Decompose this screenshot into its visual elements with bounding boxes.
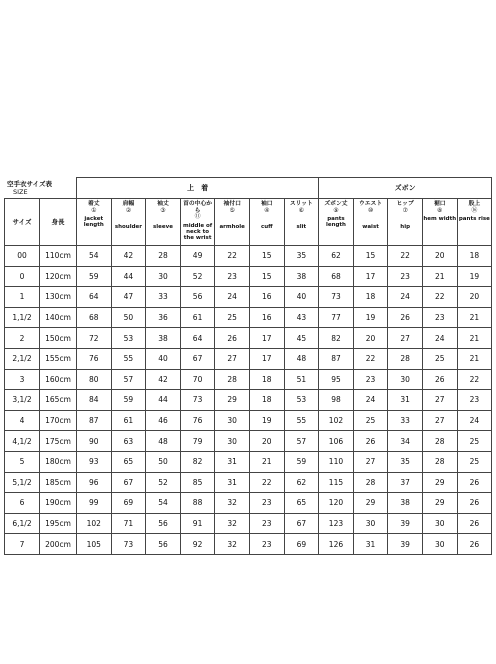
column-header-en: armhole — [219, 224, 245, 231]
table-row — [5, 493, 492, 514]
table-cell: 23 — [249, 513, 284, 534]
table-cell: 54 — [77, 246, 112, 267]
height-cell: 180cm — [40, 451, 77, 472]
column-header-jp: 袖丈 — [157, 201, 169, 207]
table-cell: 30 — [215, 410, 250, 431]
table-cell: 38 — [146, 328, 181, 349]
column-header — [215, 199, 250, 246]
table-cell: 56 — [146, 513, 181, 534]
column-header — [249, 199, 284, 246]
table-cell: 29 — [353, 493, 388, 514]
table-cell: 38 — [284, 266, 319, 287]
height-cell: 140cm — [40, 307, 77, 328]
table-row — [5, 534, 492, 555]
table-cell: 23 — [422, 307, 457, 328]
table-cell: 31 — [215, 472, 250, 493]
table-cell: 68 — [77, 307, 112, 328]
table-cell: 102 — [319, 410, 354, 431]
table-cell: 17 — [249, 328, 284, 349]
table-cell: 28 — [422, 451, 457, 472]
column-header-en: pants rise — [458, 216, 490, 223]
table-cell: 32 — [215, 493, 250, 514]
size-cell: 4,1/2 — [5, 431, 40, 452]
height-cell: 175cm — [40, 431, 77, 452]
column-header-number: ⑤ — [229, 206, 235, 214]
table-cell: 21 — [457, 307, 492, 328]
table-row — [5, 451, 492, 472]
table-cell: 72 — [77, 328, 112, 349]
table-cell: 22 — [215, 246, 250, 267]
table-cell: 24 — [422, 328, 457, 349]
table-cell: 30 — [388, 369, 423, 390]
table-cell: 28 — [388, 348, 423, 369]
table-cell: 71 — [111, 513, 146, 534]
table-cell: 23 — [457, 390, 492, 411]
size-cell: 1 — [5, 287, 40, 308]
height-cell: 110cm — [40, 246, 77, 267]
column-header-jp: 裾口 — [433, 201, 446, 207]
column-header-jp: 着丈 — [87, 201, 100, 207]
table-cell: 32 — [215, 534, 250, 555]
table-cell: 57 — [284, 431, 319, 452]
table-cell: 59 — [284, 451, 319, 472]
table-cell: 69 — [284, 534, 319, 555]
table-cell: 30 — [146, 266, 181, 287]
size-cell: 4 — [5, 410, 40, 431]
group-top: 上 着 — [77, 178, 319, 199]
column-header-number: ④ — [264, 206, 270, 214]
table-cell: 61 — [111, 410, 146, 431]
table-row — [5, 410, 492, 431]
column-header — [146, 199, 181, 246]
column-header-number: ⑦ — [402, 206, 408, 214]
table-cell: 32 — [215, 513, 250, 534]
table-cell: 30 — [422, 534, 457, 555]
table-cell: 56 — [180, 287, 215, 308]
table-cell: 24 — [388, 287, 423, 308]
table-row — [5, 390, 492, 411]
size-cell: 6,1/2 — [5, 513, 40, 534]
table-cell: 15 — [249, 266, 284, 287]
table-cell: 22 — [457, 369, 492, 390]
table-cell: 22 — [422, 287, 457, 308]
table-cell: 57 — [111, 369, 146, 390]
table-cell: 15 — [249, 246, 284, 267]
column-header-number: ⑯ — [471, 206, 478, 214]
table-cell: 22 — [249, 472, 284, 493]
table-row — [5, 348, 492, 369]
table-cell: 25 — [457, 451, 492, 472]
table-cell: 42 — [111, 246, 146, 267]
table-cell: 26 — [422, 369, 457, 390]
column-header-number: ⑩ — [367, 206, 374, 214]
table-cell: 23 — [388, 266, 423, 287]
table-cell: 23 — [353, 369, 388, 390]
table-cell: 15 — [353, 246, 388, 267]
table-cell: 70 — [180, 369, 215, 390]
table-cell: 126 — [319, 534, 354, 555]
table-cell: 67 — [180, 348, 215, 369]
table-cell: 27 — [215, 348, 250, 369]
group-pants: ズボン — [319, 178, 492, 199]
table-cell: 123 — [319, 513, 354, 534]
table-cell: 27 — [353, 451, 388, 472]
table-cell: 26 — [457, 534, 492, 555]
column-header-en: cuff — [260, 224, 273, 231]
table-row — [5, 266, 492, 287]
column-header-number: ⑨ — [333, 206, 339, 214]
table-cell: 102 — [77, 513, 112, 534]
column-header-en: jacket length — [83, 216, 104, 229]
table-cell: 56 — [146, 534, 181, 555]
column-header-jp: 袖付口 — [223, 201, 241, 207]
column-header — [319, 199, 354, 246]
table-cell: 37 — [388, 472, 423, 493]
table-row — [5, 307, 492, 328]
table-cell: 115 — [319, 472, 354, 493]
column-header-en: pants length — [325, 216, 346, 229]
table-cell: 20 — [353, 328, 388, 349]
table-cell: 26 — [388, 307, 423, 328]
table-cell: 26 — [457, 513, 492, 534]
table-cell: 55 — [111, 348, 146, 369]
table-cell: 59 — [111, 390, 146, 411]
table-row — [5, 287, 492, 308]
table-row — [5, 472, 492, 493]
table-row — [5, 328, 492, 349]
table-cell: 19 — [457, 266, 492, 287]
size-cell: 1,1/2 — [5, 307, 40, 328]
column-header — [111, 199, 146, 246]
table-cell: 21 — [457, 328, 492, 349]
table-cell: 38 — [388, 493, 423, 514]
table-cell: 26 — [215, 328, 250, 349]
column-header — [388, 199, 423, 246]
table-row — [5, 513, 492, 534]
table-cell: 17 — [249, 348, 284, 369]
table-cell: 18 — [353, 287, 388, 308]
table-cell: 53 — [111, 328, 146, 349]
table-cell: 82 — [180, 451, 215, 472]
table-cell: 98 — [319, 390, 354, 411]
table-cell: 25 — [457, 431, 492, 452]
table-cell: 44 — [111, 266, 146, 287]
table-cell: 93 — [77, 451, 112, 472]
table-cell: 26 — [457, 493, 492, 514]
table-cell: 85 — [180, 472, 215, 493]
table-cell: 30 — [353, 513, 388, 534]
table-cell: 16 — [249, 287, 284, 308]
column-header-en: sleeve — [153, 224, 173, 231]
table-cell: 17 — [353, 266, 388, 287]
table-cell: 53 — [284, 390, 319, 411]
size-table — [4, 177, 492, 555]
table-cell: 27 — [388, 328, 423, 349]
size-cell: 2 — [5, 328, 40, 349]
table-cell: 106 — [319, 431, 354, 452]
table-cell: 18 — [249, 369, 284, 390]
table-cell: 44 — [146, 390, 181, 411]
group-header-row — [5, 178, 492, 199]
column-header-en: waist — [362, 224, 379, 231]
table-cell: 87 — [319, 348, 354, 369]
table-cell: 21 — [249, 451, 284, 472]
column-header-number: ② — [125, 206, 132, 214]
table-cell: 61 — [180, 307, 215, 328]
header-height: 身長 — [40, 199, 77, 246]
table-cell: 28 — [146, 246, 181, 267]
table-cell: 96 — [77, 472, 112, 493]
table-cell: 40 — [284, 287, 319, 308]
table-cell: 69 — [111, 493, 146, 514]
column-header — [284, 199, 319, 246]
table-cell: 30 — [215, 431, 250, 452]
size-cell: 3 — [5, 369, 40, 390]
height-cell: 195cm — [40, 513, 77, 534]
table-cell: 25 — [215, 307, 250, 328]
table-cell: 18 — [249, 390, 284, 411]
table-cell: 47 — [111, 287, 146, 308]
table-cell: 84 — [77, 390, 112, 411]
table-cell: 23 — [249, 534, 284, 555]
table-cell: 20 — [457, 287, 492, 308]
column-header-jp: 股上 — [468, 201, 481, 207]
column-header-number: ⑧ — [437, 206, 443, 214]
table-body — [5, 246, 492, 555]
table-cell: 20 — [249, 431, 284, 452]
table-cell: 29 — [422, 493, 457, 514]
table-cell: 23 — [249, 493, 284, 514]
table-cell: 62 — [284, 472, 319, 493]
column-header — [353, 199, 388, 246]
table-cell: 82 — [319, 328, 354, 349]
column-header-number: ① — [91, 206, 97, 214]
table-cell: 30 — [422, 513, 457, 534]
table-cell: 68 — [319, 266, 354, 287]
table-cell: 59 — [77, 266, 112, 287]
table-row — [5, 431, 492, 452]
table-cell: 77 — [319, 307, 354, 328]
column-header-jp: 肩幅 — [122, 201, 135, 207]
table-cell: 28 — [215, 369, 250, 390]
size-cell: 00 — [5, 246, 40, 267]
column-header — [77, 199, 112, 246]
table-cell: 50 — [111, 307, 146, 328]
table-cell: 92 — [180, 534, 215, 555]
table-cell: 49 — [180, 246, 215, 267]
size-cell: 0 — [5, 266, 40, 287]
size-cell: 7 — [5, 534, 40, 555]
column-header-jp: ヒップ — [396, 201, 414, 207]
height-cell: 200cm — [40, 534, 77, 555]
column-header-jp: ウエスト — [358, 201, 383, 207]
table-row — [5, 246, 492, 267]
table-cell: 55 — [284, 410, 319, 431]
table-cell: 73 — [111, 534, 146, 555]
column-header-number: ⑪ — [194, 213, 201, 221]
column-header-en: hip — [400, 224, 411, 231]
table-cell: 19 — [249, 410, 284, 431]
table-cell: 31 — [353, 534, 388, 555]
table-cell: 24 — [215, 287, 250, 308]
table-cell: 65 — [284, 493, 319, 514]
table-cell: 25 — [353, 410, 388, 431]
height-cell: 185cm — [40, 472, 77, 493]
table-cell: 110 — [319, 451, 354, 472]
table-cell: 26 — [353, 431, 388, 452]
header-size: サイズ — [5, 199, 40, 246]
table-cell: 33 — [388, 410, 423, 431]
table-cell: 73 — [180, 390, 215, 411]
column-header-row — [5, 199, 492, 246]
table-cell: 39 — [388, 534, 423, 555]
table-cell: 76 — [77, 348, 112, 369]
table-cell: 31 — [388, 390, 423, 411]
table-cell: 64 — [77, 287, 112, 308]
table-cell: 31 — [215, 451, 250, 472]
table-cell: 62 — [319, 246, 354, 267]
table-cell: 19 — [353, 307, 388, 328]
height-cell: 170cm — [40, 410, 77, 431]
table-cell: 99 — [77, 493, 112, 514]
table-cell: 20 — [422, 246, 457, 267]
size-cell: 6 — [5, 493, 40, 514]
height-cell: 190cm — [40, 493, 77, 514]
height-cell: 155cm — [40, 348, 77, 369]
table-cell: 24 — [457, 410, 492, 431]
table-cell: 42 — [146, 369, 181, 390]
column-header-en: slit — [296, 224, 307, 231]
table-cell: 63 — [111, 431, 146, 452]
table-cell: 39 — [388, 513, 423, 534]
height-cell: 165cm — [40, 390, 77, 411]
table-cell: 26 — [457, 472, 492, 493]
table-cell: 35 — [284, 246, 319, 267]
height-cell: 150cm — [40, 328, 77, 349]
column-header-jp: 袖口 — [260, 201, 273, 207]
table-cell: 48 — [146, 431, 181, 452]
table-cell: 21 — [457, 348, 492, 369]
table-cell: 90 — [77, 431, 112, 452]
height-cell: 120cm — [40, 266, 77, 287]
table-cell: 29 — [422, 472, 457, 493]
table-cell: 67 — [284, 513, 319, 534]
column-header-number: ③ — [160, 206, 166, 214]
table-cell: 54 — [146, 493, 181, 514]
table-cell: 48 — [284, 348, 319, 369]
table-cell: 88 — [180, 493, 215, 514]
table-cell: 18 — [457, 246, 492, 267]
title-jp: 空手衣サイズ表 — [7, 180, 52, 188]
table-cell: 33 — [146, 287, 181, 308]
size-cell: 5 — [5, 451, 40, 472]
table-cell: 27 — [422, 390, 457, 411]
table-cell: 40 — [146, 348, 181, 369]
table-cell: 35 — [388, 451, 423, 472]
table-cell: 21 — [422, 266, 457, 287]
table-cell: 22 — [388, 246, 423, 267]
column-header-jp: 首の中心から — [183, 201, 213, 214]
column-header-en: shoulder — [114, 224, 142, 231]
table-cell: 73 — [319, 287, 354, 308]
table-cell: 51 — [284, 369, 319, 390]
table-cell: 23 — [215, 266, 250, 287]
table-cell: 25 — [422, 348, 457, 369]
title-cell — [5, 178, 77, 199]
table-cell: 80 — [77, 369, 112, 390]
table-cell: 87 — [77, 410, 112, 431]
table-cell: 24 — [353, 390, 388, 411]
table-cell: 95 — [319, 369, 354, 390]
column-header — [457, 199, 492, 246]
table-cell: 46 — [146, 410, 181, 431]
table-cell: 52 — [146, 472, 181, 493]
column-header-en: middle of neck to the wrist — [182, 222, 213, 241]
table-cell: 52 — [180, 266, 215, 287]
table-cell: 45 — [284, 328, 319, 349]
table-cell: 22 — [353, 348, 388, 369]
column-header-jp: スリット — [289, 201, 313, 207]
size-cell: 2,1/2 — [5, 348, 40, 369]
height-cell: 130cm — [40, 287, 77, 308]
table-cell: 76 — [180, 410, 215, 431]
height-cell: 160cm — [40, 369, 77, 390]
table-cell: 29 — [215, 390, 250, 411]
table-cell: 36 — [146, 307, 181, 328]
size-cell: 5,1/2 — [5, 472, 40, 493]
column-header-jp: ズボン丈 — [324, 201, 348, 207]
column-header — [180, 199, 215, 246]
table-cell: 28 — [422, 431, 457, 452]
title-en: SIZE — [13, 187, 28, 196]
table-cell: 28 — [353, 472, 388, 493]
table-cell: 27 — [422, 410, 457, 431]
table-row — [5, 369, 492, 390]
column-header-number: ⑥ — [298, 206, 305, 214]
table-cell: 67 — [111, 472, 146, 493]
table-cell: 64 — [180, 328, 215, 349]
table-cell: 65 — [111, 451, 146, 472]
column-header-en: hem width — [423, 216, 457, 223]
table-cell: 43 — [284, 307, 319, 328]
column-header — [422, 199, 457, 246]
table-cell: 16 — [249, 307, 284, 328]
table-cell: 34 — [388, 431, 423, 452]
table-cell: 50 — [146, 451, 181, 472]
table-cell: 120 — [319, 493, 354, 514]
table-cell: 91 — [180, 513, 215, 534]
size-cell: 3,1/2 — [5, 390, 40, 411]
table-cell: 105 — [77, 534, 112, 555]
table-cell: 79 — [180, 431, 215, 452]
